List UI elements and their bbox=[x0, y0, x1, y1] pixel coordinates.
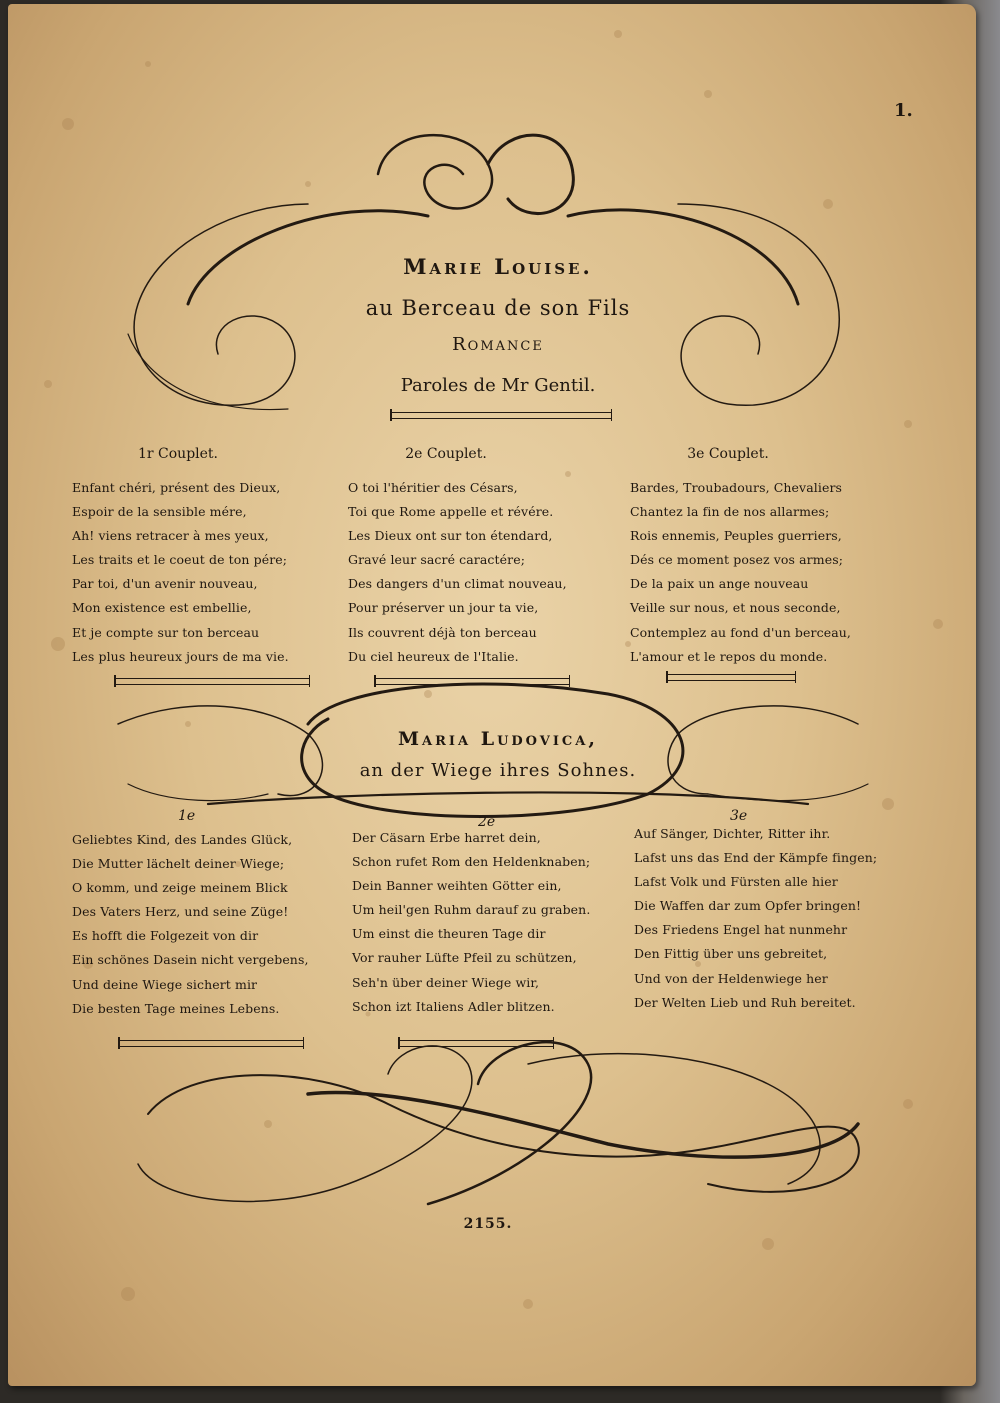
verse-line: Contemplez au fond d'un berceau, bbox=[630, 624, 851, 640]
verse-line: De la paix un ange nouveau bbox=[630, 576, 809, 592]
german-verse-3 bbox=[634, 822, 904, 1015]
german-verse-2-rule bbox=[398, 1040, 554, 1047]
verse-line: Um einst die theuren Tage dir bbox=[352, 926, 546, 942]
verse-line: Vor rauher Lüfte Pfeil zu schützen, bbox=[352, 950, 577, 966]
verse-line: Espoir de la sensible mére, bbox=[72, 504, 247, 520]
verse-line: Chantez la fin de nos allarmes; bbox=[630, 504, 830, 520]
verse-line: Und von der Heldenwiege her bbox=[634, 970, 828, 986]
verse-line: Dés ce moment posez vos armes; bbox=[630, 552, 844, 568]
verse-line: Die Waffen dar zum Opfer bringen! bbox=[634, 898, 862, 914]
verse-line: Les Dieux ont sur ton étendard, bbox=[348, 528, 553, 544]
german-verse-1 bbox=[72, 828, 342, 1021]
verse-3-number: 3e bbox=[730, 808, 748, 824]
verse-line: Schon rufet Rom den Heldenknaben; bbox=[352, 854, 591, 870]
verse-line: Seh'n über deiner Wiege wir, bbox=[352, 974, 540, 990]
verse-line: Geliebtes Kind, des Landes Glück, bbox=[72, 832, 293, 847]
couplet-2-rule bbox=[374, 678, 570, 685]
couplet-3 bbox=[630, 476, 900, 669]
verse-line: Des Friedens Engel hat nunmehr bbox=[634, 922, 848, 938]
couplet-1-rule bbox=[114, 678, 310, 685]
verse-line: Der Cäsarn Erbe harret dein, bbox=[352, 830, 541, 845]
verse-line: Dein Banner weihten Götter ein, bbox=[352, 878, 562, 894]
verse-line: Des Vaters Herz, und seine Züge! bbox=[72, 904, 289, 920]
verse-line: Die Mutter lächelt deiner Wiege; bbox=[72, 856, 285, 872]
verse-line: Rois ennemis, Peuples guerriers, bbox=[630, 528, 842, 544]
couplet-2-heading: 2e Couplet. bbox=[405, 446, 487, 462]
couplet-3-heading: 3e Couplet. bbox=[687, 446, 769, 462]
verse-line: Les traits et le coeut de ton pére; bbox=[72, 552, 288, 568]
verse-line: Gravé leur sacré caractére; bbox=[348, 552, 526, 568]
verse-line: Des dangers d'un climat nouveau, bbox=[348, 576, 567, 592]
verse-line: Und deine Wiege sichert mir bbox=[72, 976, 258, 992]
verse-line: Die besten Tage meines Lebens. bbox=[72, 1000, 280, 1016]
page-number: 1. bbox=[894, 100, 913, 121]
french-subtitle: au Berceau de son Fils bbox=[365, 296, 631, 320]
verse-line: Lafst Volk und Fürsten alle hier bbox=[634, 874, 838, 890]
verse-2-number: 2e bbox=[478, 814, 496, 830]
french-title: Marie Louise. bbox=[403, 254, 593, 279]
title-rule bbox=[390, 412, 612, 419]
verse-line: Bardes, Troubadours, Chevaliers bbox=[630, 480, 843, 495]
german-verse-2 bbox=[352, 826, 622, 1019]
verse-line: Du ciel heureux de l'Italie. bbox=[348, 648, 519, 664]
verse-line: Pour préserver un jour ta vie, bbox=[348, 600, 539, 616]
verse-1-number: 1e bbox=[178, 808, 196, 824]
verse-line: Lafst uns das End der Kämpfe fingen; bbox=[634, 850, 878, 866]
verse-line: Ein schönes Dasein nicht vergebens, bbox=[72, 952, 309, 968]
verse-line: Es hofft die Folgezeit von dir bbox=[72, 928, 259, 944]
couplet-1 bbox=[72, 476, 342, 669]
couplet-2 bbox=[348, 476, 618, 669]
verse-line: Enfant chéri, présent des Dieux, bbox=[72, 480, 281, 495]
verse-line: Schon izt Italiens Adler blitzen. bbox=[352, 998, 555, 1014]
verse-line: Et je compte sur ton berceau bbox=[72, 624, 260, 640]
verse-line: Veille sur nous, et nous seconde, bbox=[630, 600, 841, 616]
german-verse-1-rule bbox=[118, 1040, 304, 1047]
verse-line: Toi que Rome appelle et révére. bbox=[348, 504, 554, 520]
verse-line: Ah! viens retracer à mes yeux, bbox=[72, 528, 269, 544]
verse-line: Um heil'gen Ruhm darauf zu graben. bbox=[352, 902, 591, 918]
calligraphic-flourishes bbox=[8, 4, 976, 1386]
verse-line: Den Fittig über uns gebreitet, bbox=[634, 946, 828, 962]
german-subtitle: an der Wiege ihres Sohnes. bbox=[359, 760, 637, 781]
couplet-3-rule bbox=[666, 674, 796, 681]
verse-line: Der Welten Lieb und Ruh bereitet. bbox=[634, 994, 856, 1010]
german-title: Maria Ludovica, bbox=[398, 728, 598, 750]
verse-line: O komm, und zeige meinem Blick bbox=[72, 880, 288, 896]
verse-line: O toi l'héritier des Césars, bbox=[348, 480, 518, 495]
verse-line: Ils couvrent déjà ton berceau bbox=[348, 624, 537, 640]
couplet-1-heading: 1r Couplet. bbox=[137, 446, 218, 462]
verse-line: Les plus heureux jours de ma vie. bbox=[72, 648, 289, 664]
paper-page bbox=[8, 4, 976, 1386]
plate-number: 2155. bbox=[463, 1216, 513, 1232]
genre-label: Romance bbox=[452, 334, 544, 355]
verse-line: Mon existence est embellie, bbox=[72, 600, 252, 616]
lyricist-credit: Paroles de Mr Gentil. bbox=[400, 375, 596, 396]
verse-line: L'amour et le repos du monde. bbox=[630, 648, 828, 664]
verse-line: Auf Sänger, Dichter, Ritter ihr. bbox=[634, 826, 831, 841]
verse-line: Par toi, d'un avenir nouveau, bbox=[72, 576, 258, 592]
